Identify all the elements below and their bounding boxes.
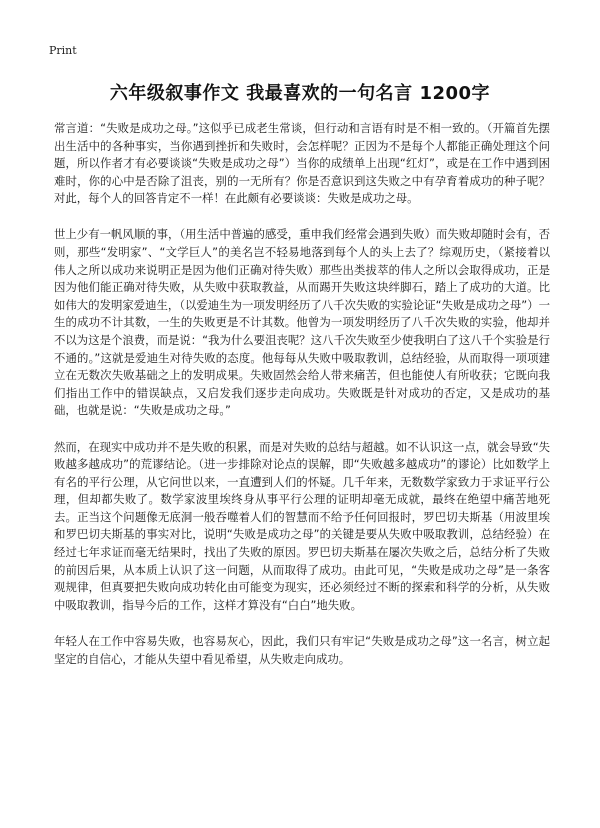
- article-body: [54, 120, 550, 687]
- page-title: 六年级叙事作文 我最喜欢的一句名言 1200字: [109, 83, 491, 104]
- article-paragraph: 常言道：“失败是成功之母。”这似乎已成老生常谈，但行动和言语有时是不相一致的。（开篇首先摆出生活中的各种事实，当你遇到挫折和失败时，会怎样呢？正因为不是每个人都能正确处理这个问题，所以作者才有必要谈谈“失败是成功之母”）当你的成绩单上出现“红灯”，或是在工作中遇到困难时，你的心中是否除了沮丧，别的一无所有？你是否意识到这失败之中有孕育着成功的种子呢？对此，每个人的回答肯定不一样！在此颇有必要谈谈：失败是成功之母。: [54, 121, 550, 206]
- print-link[interactable]: Print: [49, 44, 77, 57]
- article-paragraph: 年轻人在工作中容易失败，也容易灰心，因此，我们只有牢记“失败是成功之母”这一名言，树立起坚定的自信心，才能从失望中看见希望，从失败走向成功。: [54, 633, 550, 666]
- article-paragraph: 世上少有一帆风顺的事，（用生活中普遍的感受，重申我们经常会遇到失败）而失败却随时会有，否则，那些“发明家”、“文学巨人”的美名岂不轻易地落到每个人的头上去了？综观历史，（紧接着以伟人之所以成功来说明正是因为他们正确对待失败）那些出类拔萃的伟人之所以会取得成功，正是因为他们能正确对待失败，从失败中获取教益，从而踢开失败这块绊脚石，踏上了成功的大道。比如伟大的发明家爱迪生，（以爱迪生为一项发明经历了八千次失败的实验论证“失败是成功之母”）一生的成功不计其数，一生的失败更是不计其数。他曾为一项发明经历了八千次失败的实验，他却并不以为这是个浪费，而是说：“我为什么要沮丧呢？这八千次失败至少使我明白了这八千个实验是行不通的。”这就是爱迪生对待失败的态度。他每每从失败中吸取教训，总结经验，从而取得一项项建立在无数次失败基础之上的发明成果。失败固然会给人带来痛苦，但也能使人有所收获；它既向我们指出工作中的错误缺点，又启发我们逐步走向成功。失败既是针对成功的否定，又是成功的基础，也就是说：“失败是成功之母。”: [54, 227, 550, 418]
- article-paragraph: 然而，在现实中成功并不是失败的积累，而是对失败的总结与超越。如不认识这一点，就会导致“失败越多越成功”的荒谬结论。（进一步排除对论点的误解，即“失败越多越成功”的谬论）比如数学上有名的平行公理，从它问世以来，一直遭到人们的怀疑。几千年来，无数数学家致力于求证平行公理，但却都失败了。数学家波里埃终身从事平行公理的证明却毫无成就，最终在绝望中痛苦地死去。正当这个问题像无底洞一般吞噬着人们的智慧而不给予任何回报时，罗巴切夫斯基（用波里埃和罗巴切夫斯基的事实对比，说明“失败是成功之母”的关键是要从失败中吸取教训，总结经验）在经过七年求证而毫无结果时，找出了失败的原因。罗巴切夫斯基在屡次失败之后，总结分析了失败的前因后果，从本质上认识了这一问题，从而取得了成功。由此可见，“失败是成功之母”是一条客观规律，但真要把失败向成功转化由可能变为现实，还必须经过不断的探索和科学的分析，从失败中吸取教训，指导今后的工作，这样才算没有“白白”地失败。: [54, 439, 550, 612]
